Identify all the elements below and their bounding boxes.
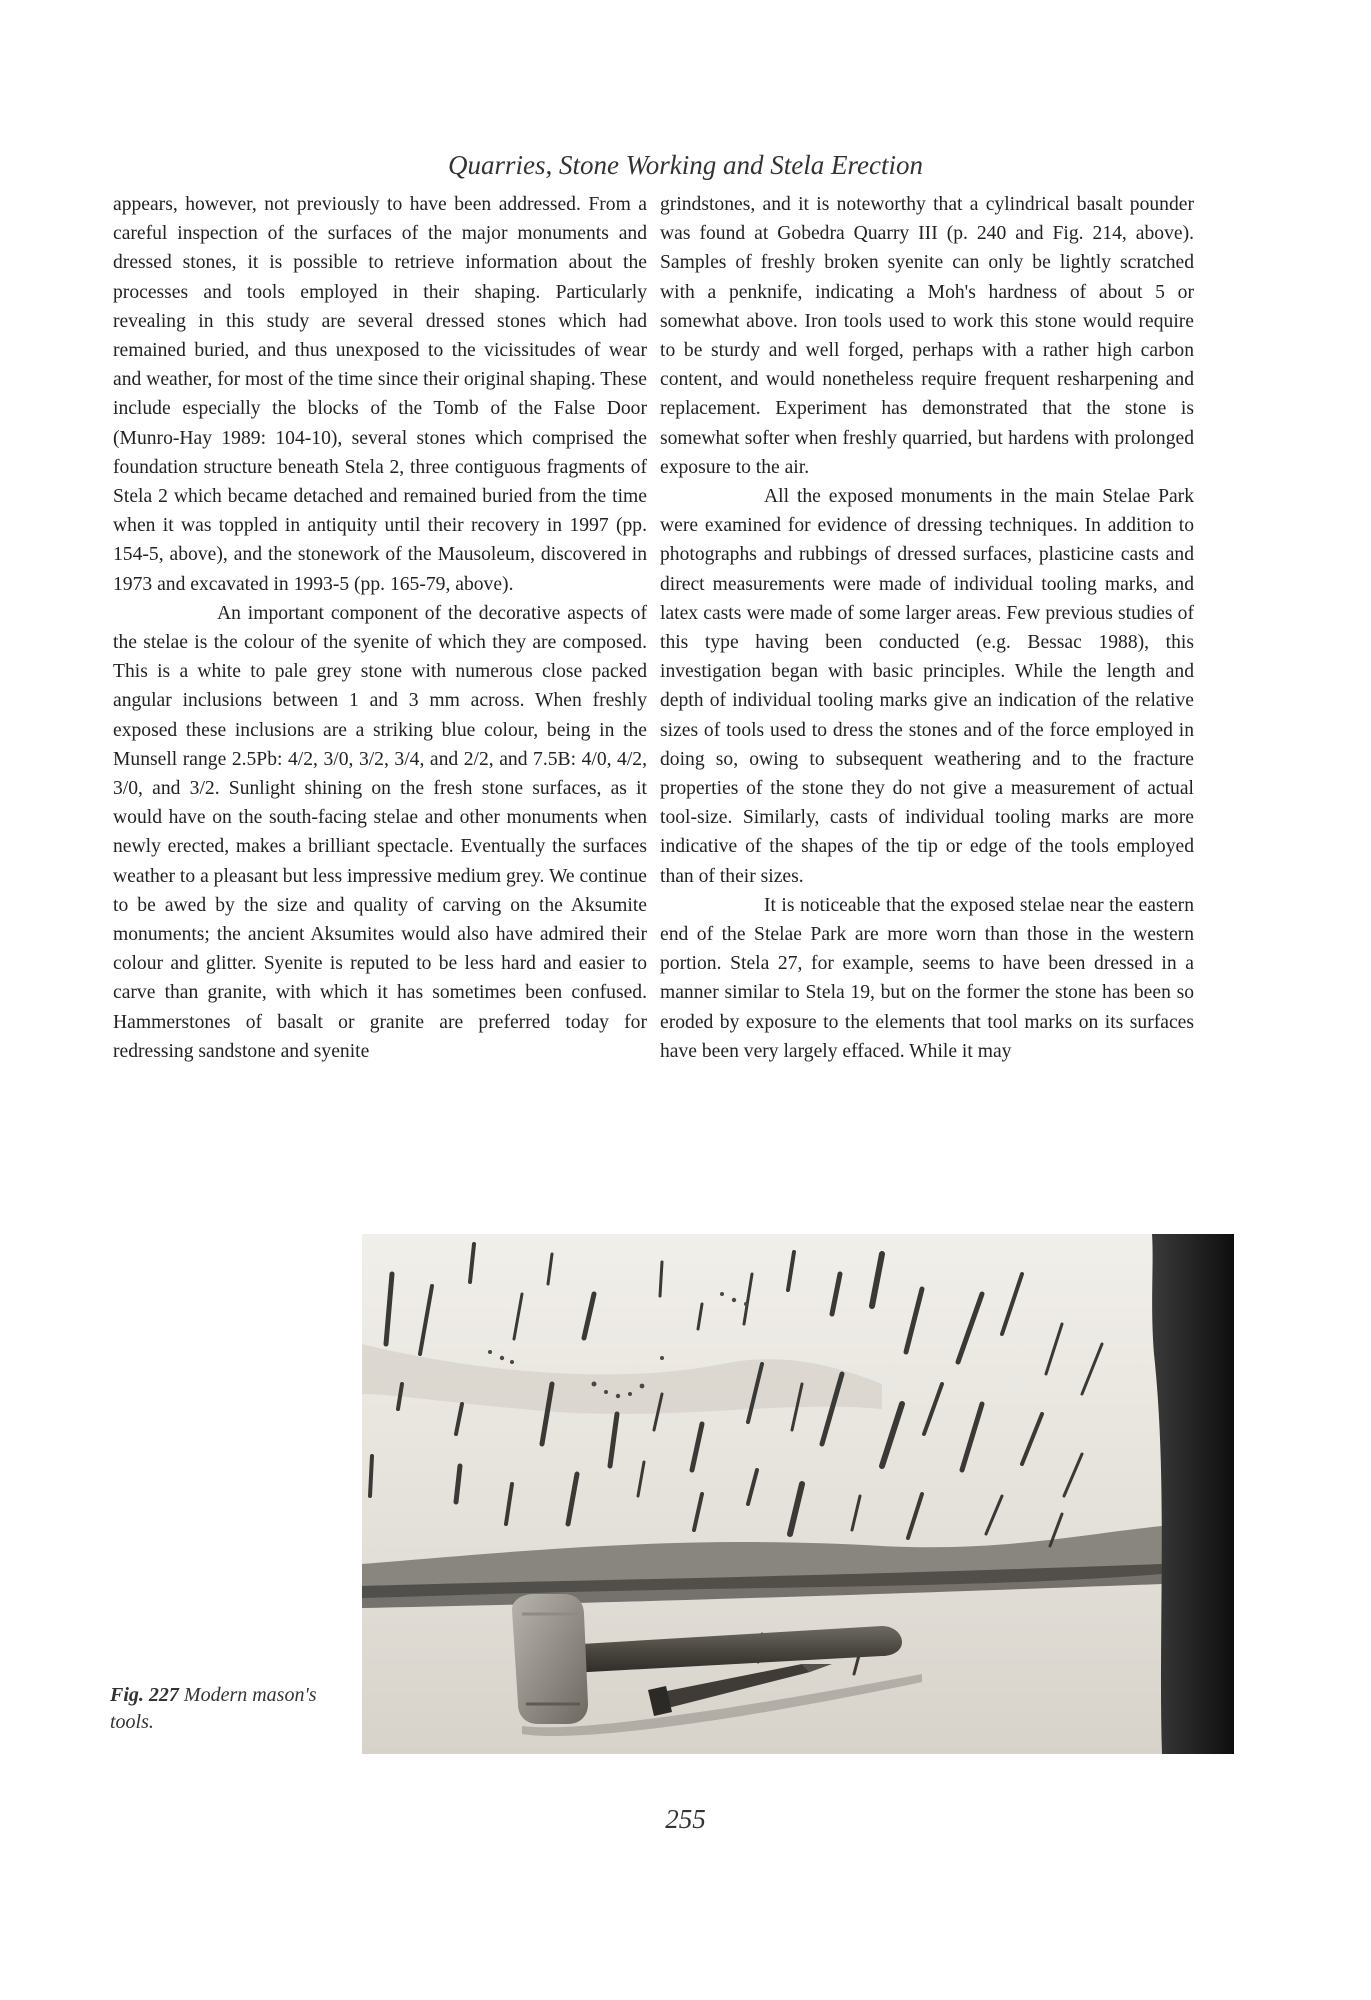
figure-number: Fig. 227 xyxy=(110,1684,179,1706)
paragraph: It is noticeable that the exposed stelae near the eastern end of the Stelae Park are more worn than those in the western portion. Stela 27, for example, seems to have been dressed in a manner similar to Stela 19, but on the former the stone has been so eroded by exposure to the elements that tool marks on its surfaces have been very largely effaced. While it may xyxy=(660,894,1194,1062)
left-text-column xyxy=(113,190,647,1066)
paragraph: An important component of the decorative aspects of the stelae is the colour of the syenite of which they are composed. This is a white to pale grey stone with numerous close packed angular inclusions between 1 and 3 mm across. When freshly exposed these inclusions are a striking blue colour, being in the Munsell range 2.5Pb: 4/2, 3/0, 3/2, 3/4, and 2/2, and 7.5B: 4/0, 4/2, 3/0, and 3/2. Sunlight shining on the fresh stone surfaces, as it would have on the south-facing stelae and other monuments when newly erected, makes a brilliant spectacle. Eventually the surfaces weather to a pleasant but less impressive medium grey. We continue to be awed by the size and quality of carving on the Aksumite monuments; the ancient Aksumites would also have admired their colour and glitter. Syenite is reputed to be less hard and easier to carve than granite, with which it has sometimes been confused. Hammerstones of basalt or granite are preferred today for redressing sandstone and syenite xyxy=(113,602,647,1062)
page-number: 255 xyxy=(665,1804,706,1834)
right-text-column xyxy=(660,190,1194,1066)
mason-tools-photograph xyxy=(362,1234,1234,1754)
running-head: Quarries, Stone Working and Stela Erection xyxy=(448,150,923,180)
paragraph: appears, however, not previously to have been addressed. From a careful inspection of the surfaces of the major monuments and dressed stones, it is possible to retrieve information about the processes and tools employed in their shaping. Particularly revealing in this study are several dressed stones which had remained buried, and thus unexposed to the vicissitudes of wear and weather, for most of the time since their original shaping. These include especially the blocks of the Tomb of the False Door (Munro-Hay 1989: 104-10), several stones which comprised the foundation structure beneath Stela 2, three contiguous fragments of Stela 2 which became detached and remained buried from the time when it was toppled in antiquity until their recovery in 1997 (pp. 154-5, above), and the stonework of the Mausoleum, discovered in 1973 and excavated in 1993-5 (pp. 165-79, above). xyxy=(113,194,647,595)
paragraph: All the exposed monuments in the main Stelae Park were examined for evidence of dressing techniques. In addition to photographs and rubbings of dressed surfaces, plasticine casts and direct measurements were made of individual tooling marks, and latex casts were made of some larger areas. Few previous studies of this type having been conducted (e.g. Bessac 1988), this investigation began with basic principles. While the length and depth of individual tooling marks give an indication of the relative sizes of tools used to dress the stones and of the force employed in doing so, owing to subsequent weathering and to the fracture properties of the stone they do not give a measurement of actual tool-size. Similarly, casts of individual tooling marks are more indicative of the shapes of the tip or edge of the tools employed than of their sizes. xyxy=(660,486,1194,887)
paragraph: grindstones, and it is noteworthy that a cylindrical basalt pounder was found at Gobedra Quarry III (p. 240 and Fig. 214, above). Samples of freshly broken syenite can only be lightly scratched with a penknife, indicating a Moh's hardness of about 5 or somewhat above. Iron tools used to work this stone would require to be sturdy and well forged, perhaps with a rather high carbon content, and would nonetheless require frequent resharpening and replacement. Experiment has demonstrated that the stone is somewhat softer when freshly quarried, but hardens with prolonged exposure to the air. xyxy=(660,194,1194,478)
figure-caption xyxy=(110,1682,320,1736)
figure-caption-text: Modern mason's tools. xyxy=(110,1684,317,1733)
